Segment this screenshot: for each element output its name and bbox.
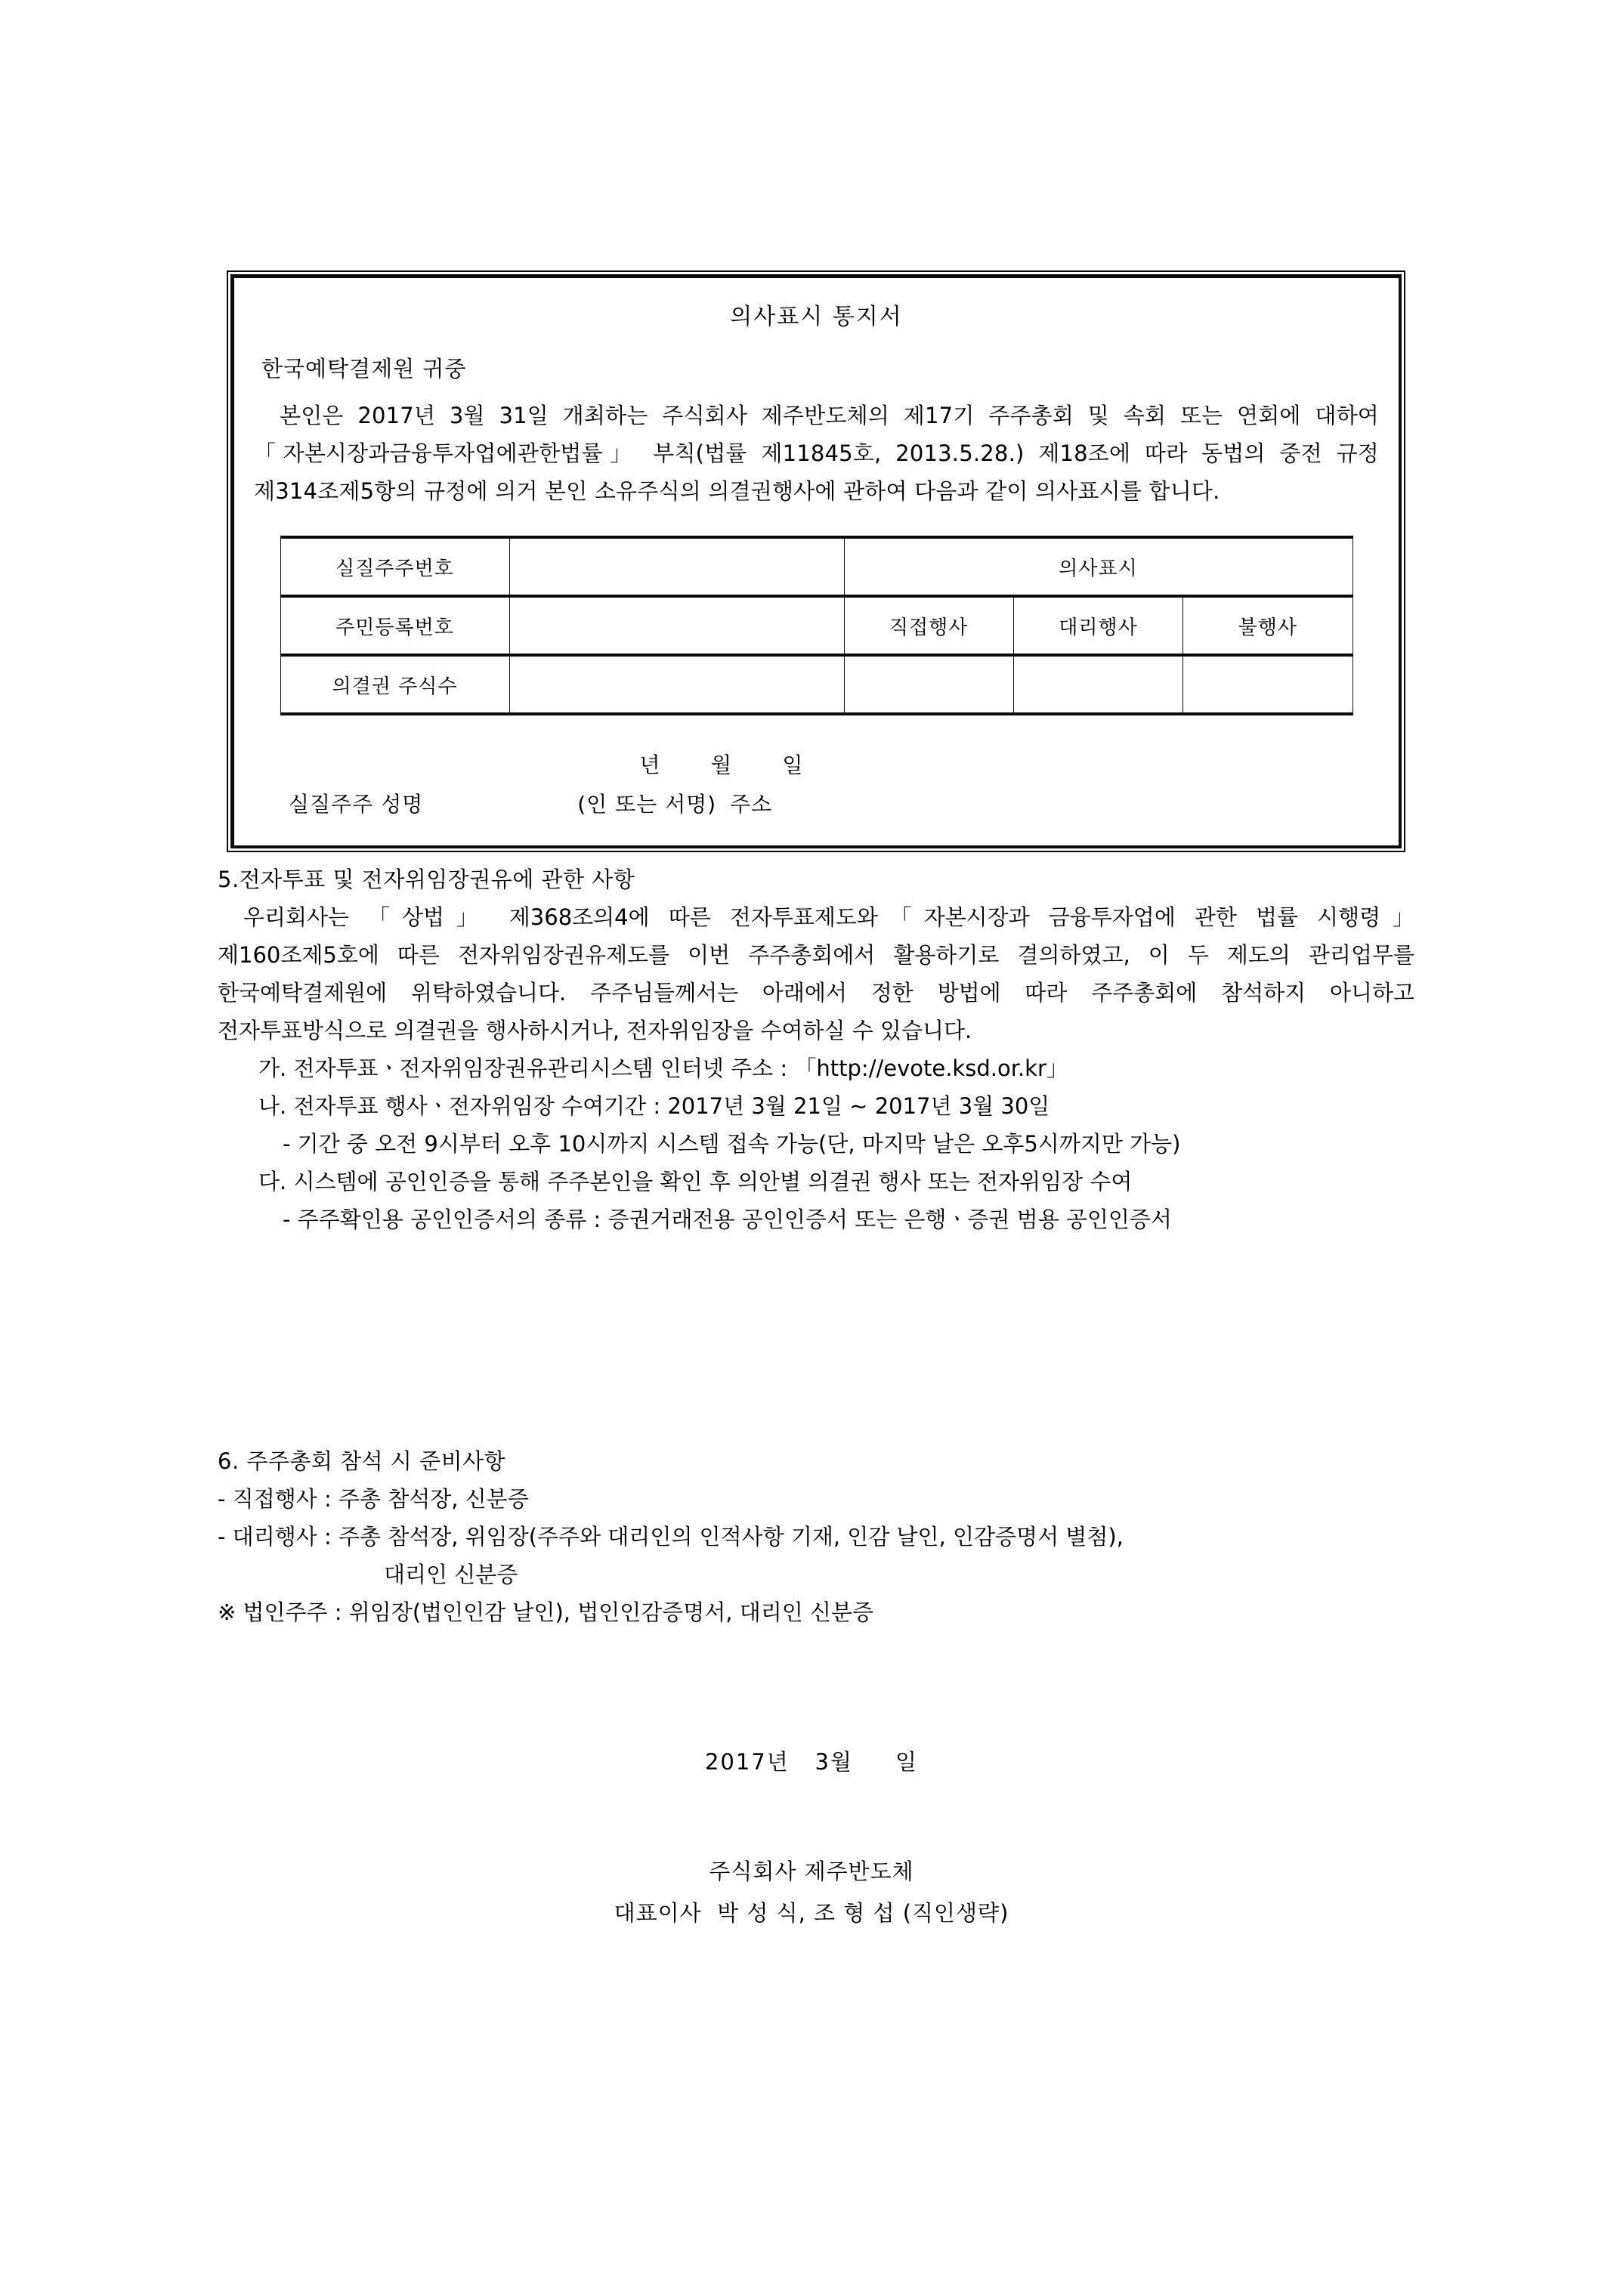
table-row — [280, 655, 1352, 714]
section-6-item-direct: - 직접행사 : 주총 참석장, 신분증 — [218, 1486, 529, 1512]
section-5-item-c: 다. 시스템에 공인인증을 통해 주주본인을 확인 후 의안별 의결권 행사 또는 전자위임장 수여 — [258, 1169, 1133, 1194]
section-6-item-proxy-continued: 대리인 신분증 — [384, 1562, 518, 1587]
section-5-item-a: 가. 전자투표ㆍ전자위임장권유관리시스템 인터넷 주소 : 「http://evote.ksd.or.kr」 — [258, 1055, 1068, 1081]
cell-resident-number-value[interactable] — [509, 596, 844, 655]
cell-resident-number-label: 주민등록번호 — [280, 596, 509, 655]
section-6-heading: 6. 주주총회 참석 시 준비사항 — [218, 1448, 506, 1474]
section-5-item-c-note: - 주주확인용 공인인증서의 종류 : 증권거래전용 공인인증서 또는 은행ㆍ증권 범용 공인인증서 — [283, 1207, 1172, 1232]
cell-option-proxy: 대리행사 — [1013, 596, 1182, 655]
section-5-item-b: 나. 전자투표 행사ㆍ전자위임장 수여기간 : 2017년 3월 21일 ~ 2017년 3월 30일 — [258, 1093, 1050, 1119]
section-6-item-proxy: - 대리행사 : 주총 참석장, 위임장(주주와 대리인의 인적사항 기재, 인감 날인, 인감증명서 별첨), — [218, 1524, 1124, 1550]
notice-paragraph: 본인은 2017년 3월 31일 개최하는 주식회사 제주반도체의 제17기 주주총회 및 속회 또는 연회에 대하여 「자본시장과금융투자업에관한법률」 부칙(법률 제11845호, 2013.5.28.) 제18조에 따라 동법의 중전 규정 제314조제5항의 규정에 의거 본인 소유주식의 의결권행사에 관하여 다음과 같이 의사표시를 합니다. — [254, 403, 1379, 504]
section-5-paragraph: 우리회사는 「상법」 제368조의4에 따른 전자투표제도와「자본시장과 금융투자업에 관한 법률 시행령」 제160조제5호에 따른 전자위임장권유제도를 이번 주주총회에서 활용하기로 결의하였고, 이 두 제도의 관리업무를 한국예탁결제원에 위탁하였습니다. 주주님들께서는 아래에서 정한 방법에 따라 주주총회에 참석하지 아니하고 전자투표방식으로 의결권을 행사하시거나, 전자위임장을 수여하실 수 있습니다. — [218, 904, 1414, 1043]
cell-real-shareholder-number-label: 실질주주번호 — [280, 537, 509, 596]
cell-real-shareholder-number-value[interactable] — [509, 537, 844, 596]
intention-table — [280, 536, 1353, 715]
section-5 — [218, 863, 1414, 1238]
shareholder-signature-line — [254, 788, 1379, 818]
cell-voting-shares-direct[interactable] — [844, 655, 1013, 714]
closing-ceo-names: 대표이사 박 성 식, 조 형 섭 (직인생략) — [614, 1900, 1009, 1926]
table-row — [280, 537, 1352, 596]
notice-addressee: 한국예탁결제원 귀중 — [261, 356, 467, 382]
notice-title: 의사표시 통지서 — [730, 304, 903, 330]
section-5-item-b-note: - 기간 중 오전 9시부터 오후 10시까지 시스템 접속 가능(단, 마지막 날은 오후5시까지만 가능) — [283, 1131, 1181, 1157]
cell-option-direct: 직접행사 — [844, 596, 1013, 655]
section-6-item-corporate: ※ 법인주주 : 위임장(법인인감 날인), 법인인감증명서, 대리인 신분증 — [218, 1599, 874, 1625]
closing-signature-block — [0, 1855, 1623, 1927]
seal-or-signature-label: (인 또는 서명) — [577, 792, 717, 817]
table-row — [280, 596, 1352, 655]
closing-date: 2017년 3월 일 — [704, 1749, 919, 1775]
cell-voting-shares-proxy[interactable] — [1013, 655, 1182, 714]
notice-box-inner — [230, 274, 1402, 848]
cell-option-abstain: 불행사 — [1183, 596, 1352, 655]
section-6 — [218, 1445, 1414, 1631]
shareholder-name-label: 실질주주 성명 — [289, 792, 424, 817]
cell-voting-shares-abstain[interactable] — [1183, 655, 1352, 714]
address-label: 주소 — [730, 792, 773, 817]
closing-date-block — [0, 1745, 1623, 1776]
notice-box — [227, 270, 1405, 852]
section-5-heading: 5.전자투표 및 전자위임장권유에 관한 사항 — [218, 867, 635, 892]
closing-company-name: 주식회사 제주반도체 — [709, 1859, 914, 1884]
year-month-day-line: 년 월 일 — [639, 752, 805, 777]
cell-voting-shares-value[interactable] — [509, 655, 844, 714]
cell-voting-shares-label: 의결권 주식수 — [280, 655, 509, 714]
cell-intent-header: 의사표시 — [844, 537, 1352, 596]
